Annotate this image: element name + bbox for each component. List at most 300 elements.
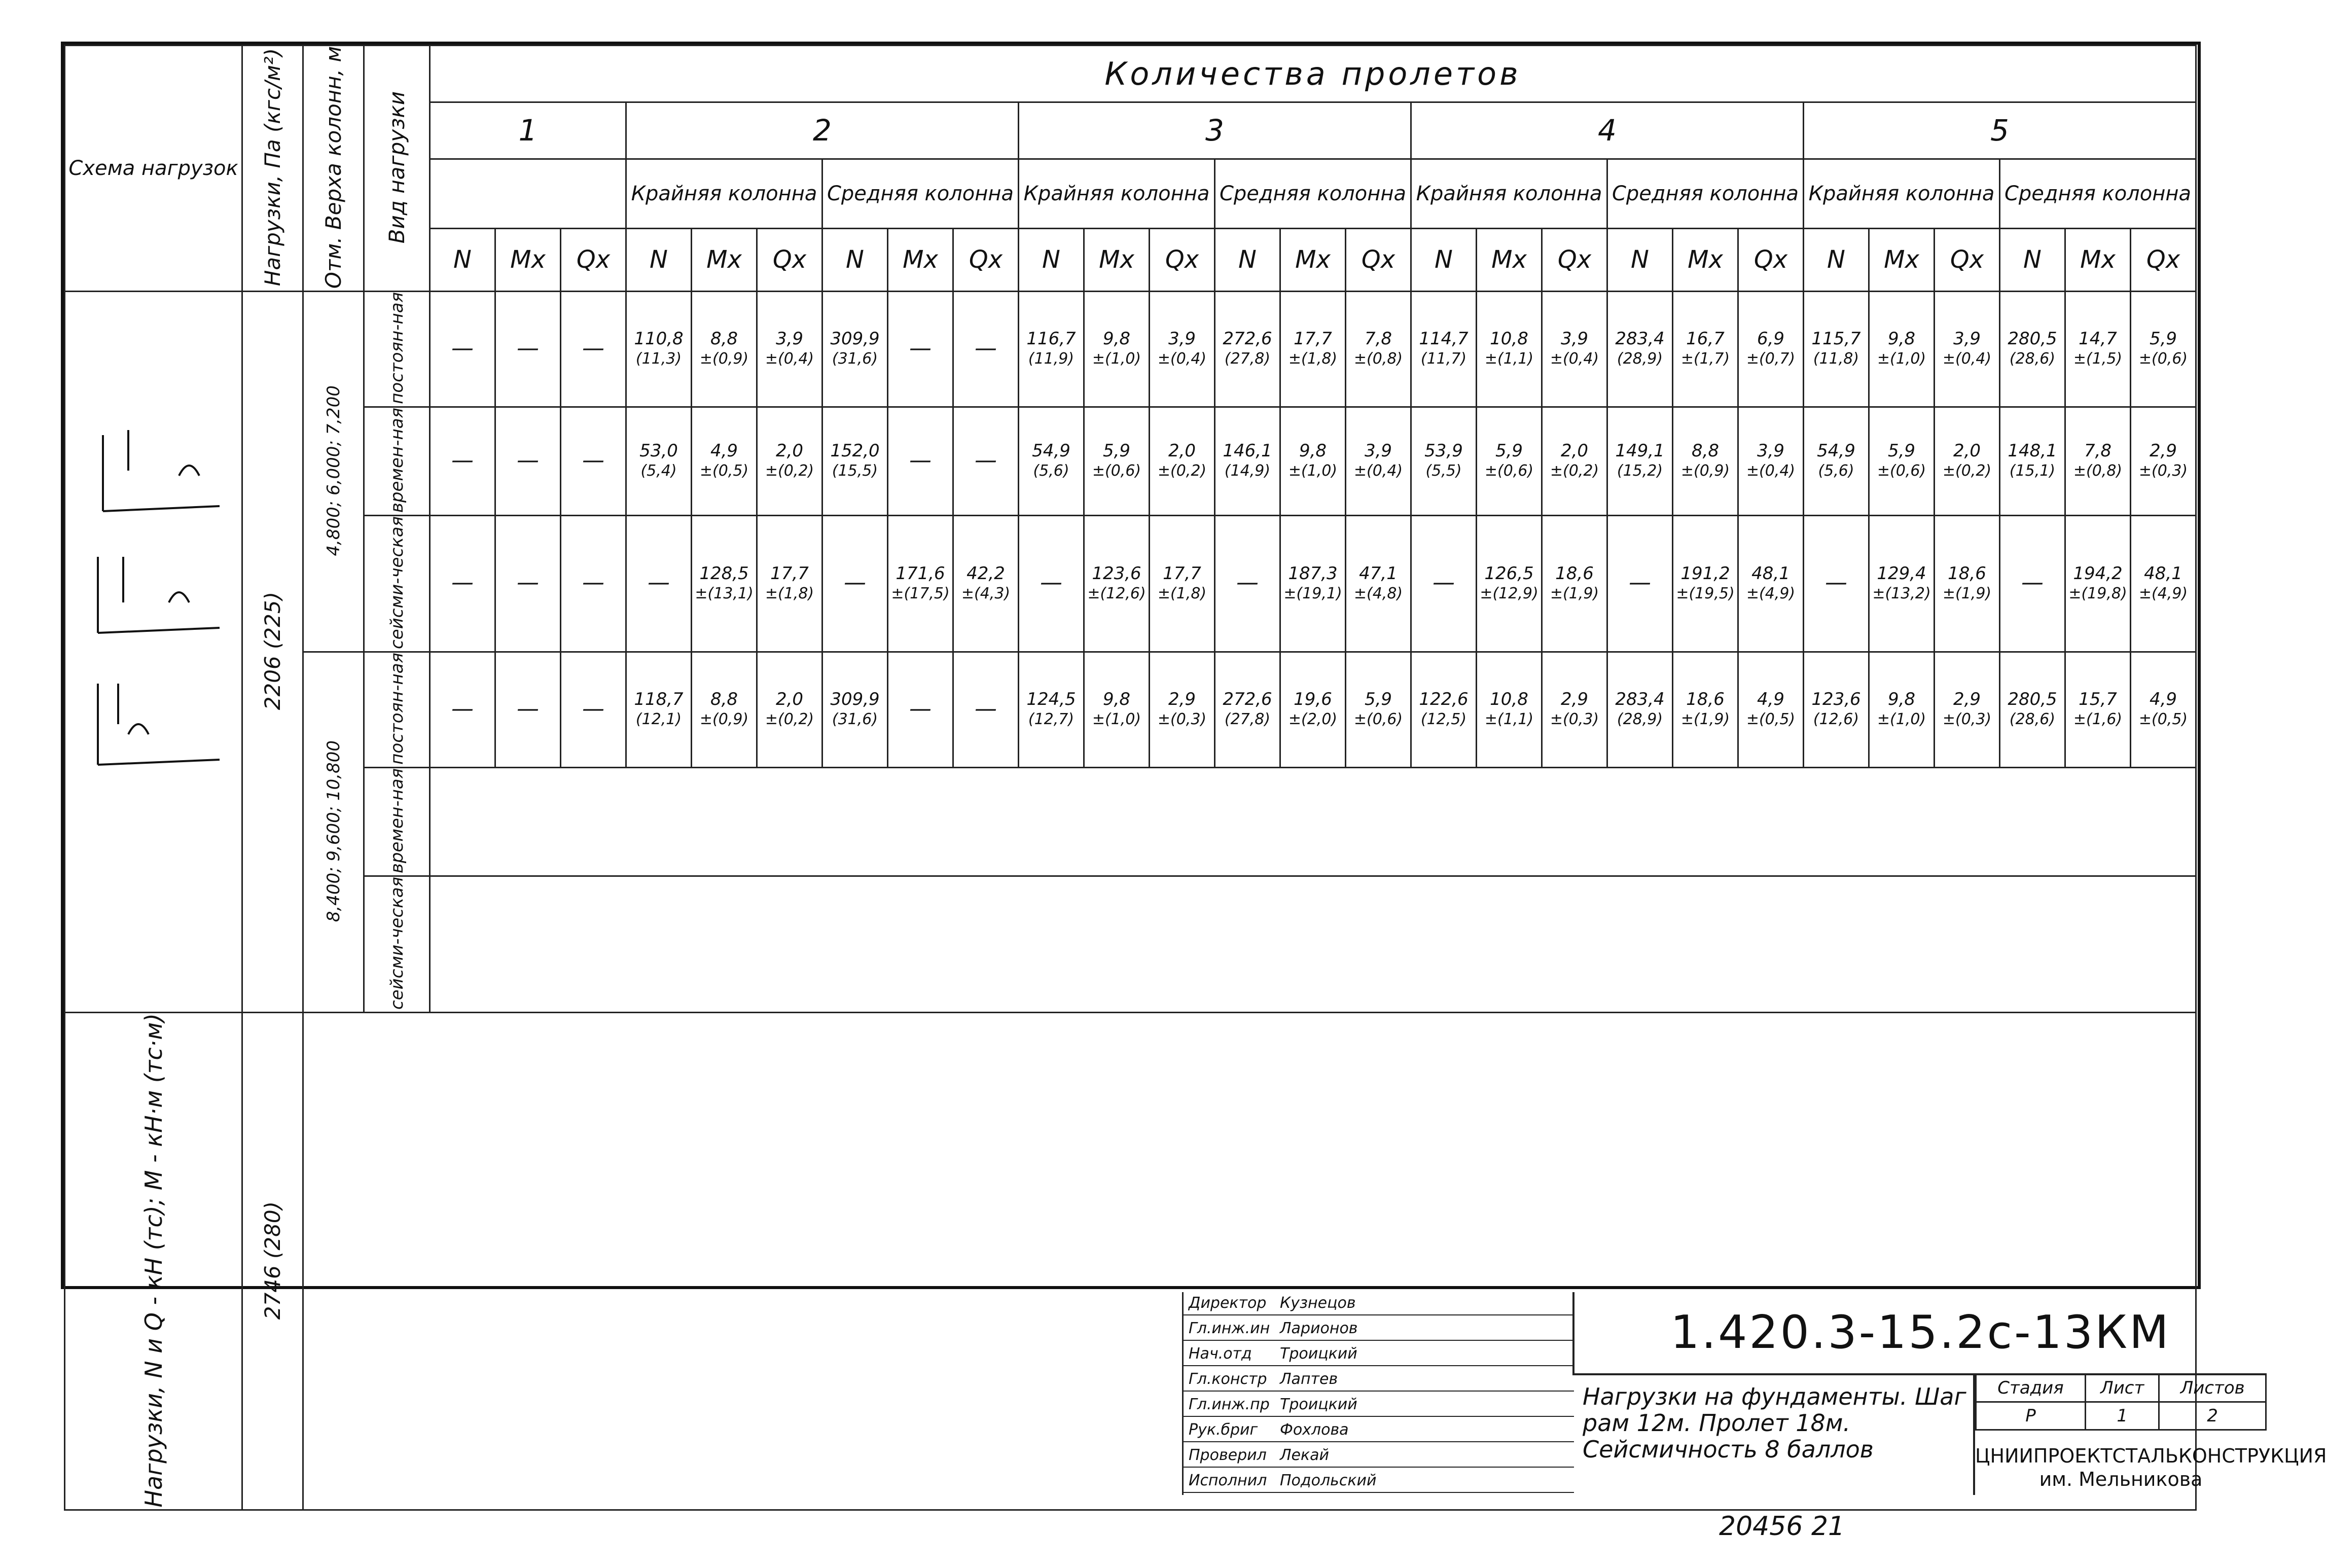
cell-value: 53,0 (639, 441, 678, 461)
table-cell (1215, 292, 1280, 407)
table-cell (1542, 652, 1607, 767)
cell-secondary: (27,8) (1224, 710, 1271, 729)
table-cell (2000, 292, 2065, 407)
cell-value: — (451, 335, 474, 361)
table-cell (495, 516, 561, 652)
cell-value: 272,6 (1223, 689, 1272, 710)
cell-value: 149,1 (1615, 441, 1665, 461)
cell-value: 8,8 (710, 689, 738, 710)
table-cell (1935, 292, 2000, 407)
cell-value: 3,9 (1168, 329, 1196, 349)
table-cell (626, 407, 692, 515)
cell-secondary: ±(0,4) (1942, 350, 1992, 368)
table-cell (888, 292, 953, 407)
cell-secondary: (11,9) (1028, 350, 1075, 368)
cell-secondary: ±(0,4) (765, 350, 814, 368)
signer-name: Подольский (1280, 1472, 1377, 1489)
signer-name: Кузнецов (1280, 1294, 1356, 1312)
cell-secondary: (12,5) (1420, 710, 1467, 729)
cell-value: 47,1 (1359, 563, 1398, 584)
cell-value: 123,6 (1092, 563, 1141, 584)
cell-value: 187,3 (1288, 563, 1338, 584)
table-cell (561, 407, 626, 515)
col-header-mx: Mx (1084, 228, 1150, 291)
organization-name: ЦНИИПРОЕКТСТАЛЬКОНСТРУКЦИЯ им. Мельникова (1975, 1445, 2327, 1490)
cell-value: 123,6 (1811, 689, 1861, 710)
cell-secondary: (15,5) (832, 462, 878, 480)
scheme-arrows-graphic (67, 389, 240, 912)
cell-secondary: ±(0,4) (1353, 462, 1403, 480)
cell-value: 48,1 (2144, 563, 2182, 584)
table-cell (1477, 516, 1542, 652)
col-header-mx: Mx (1673, 228, 1738, 291)
signer-name: Троицкий (1280, 1345, 1357, 1363)
table-cell (1673, 407, 1738, 515)
table-cell (1346, 652, 1411, 767)
cell-secondary: (28,9) (1617, 350, 1663, 368)
cell-value: — (451, 695, 474, 722)
table-cell (626, 652, 692, 767)
span-1: 1 (430, 102, 626, 159)
middle-column-2: Средняя колонна (822, 159, 1019, 228)
table-cell (1607, 516, 1673, 652)
cell-value: 2,0 (1168, 441, 1196, 461)
load-group-1: 2206 (225) (242, 292, 303, 1013)
table-cell (2131, 652, 2196, 767)
table-cell (1280, 516, 1346, 652)
cell-secondary: ±(0,3) (1942, 710, 1992, 729)
cell-value: — (909, 695, 932, 722)
cell-secondary: ±(0,7) (1746, 350, 1796, 368)
cell-secondary: ±(0,8) (2073, 462, 2123, 480)
table-cell (757, 516, 822, 652)
cell-secondary: ±(1,9) (1680, 710, 1730, 729)
table-cell (888, 652, 953, 767)
cell-secondary: ±(0,5) (699, 462, 749, 480)
cell-value: 3,9 (1757, 441, 1785, 461)
table-cell (1346, 407, 1411, 515)
cell-value: 15,7 (2079, 689, 2117, 710)
edge-column-2: Крайняя колонна (626, 159, 822, 228)
table-cell (2131, 407, 2196, 515)
sheets-value: 2 (2159, 1402, 2266, 1430)
cell-secondary: ±(0,3) (2138, 462, 2188, 480)
cell-secondary: ±(0,2) (1942, 462, 1992, 480)
table-cell (953, 407, 1019, 515)
drawing-title: Нагрузки на фундаменты. Шаг рам 12м. Пролет 18м. Сейсмичность 8 баллов (1583, 1383, 1966, 1463)
signer-role: Нач.отд (1189, 1345, 1252, 1363)
cell-value: — (1040, 569, 1062, 596)
table-cell (1673, 652, 1738, 767)
cell-value: 128,5 (699, 563, 749, 584)
cell-value: — (975, 695, 997, 722)
cell-value: 9,8 (1887, 689, 1916, 710)
col-header-n: N (822, 228, 888, 291)
signer-role: Директор (1189, 1294, 1267, 1312)
cell-secondary: (15,1) (2009, 462, 2056, 480)
cell-value: — (844, 569, 866, 596)
table-cell (1738, 292, 1804, 407)
cell-secondary: ±(0,4) (1157, 350, 1207, 368)
signer-role: Проверил (1189, 1446, 1267, 1464)
table-cell (2000, 652, 2065, 767)
table-cell (2000, 516, 2065, 652)
table-cell (1411, 652, 1477, 767)
table-cell (1869, 292, 1935, 407)
cell-value: 48,1 (1751, 563, 1790, 584)
cell-value: 283,4 (1615, 329, 1665, 349)
cell-value: 18,6 (1948, 563, 1986, 584)
table-cell (692, 407, 757, 515)
table-cell (1607, 292, 1673, 407)
cell-secondary: ±(1,8) (765, 584, 814, 602)
cell-value: 8,8 (710, 329, 738, 349)
cell-value: 5,9 (1364, 689, 1392, 710)
table-cell (1477, 292, 1542, 407)
cell-value: 9,8 (1102, 329, 1131, 349)
edge-column-4: Крайняя колонна (1411, 159, 1607, 228)
table-cell (1280, 652, 1346, 767)
cell-secondary: ±(4,3) (961, 584, 1011, 602)
table-cell (2131, 292, 2196, 407)
cell-secondary: (15,2) (1617, 462, 1663, 480)
table-cell (1477, 407, 1542, 515)
cell-value: 3,9 (775, 329, 804, 349)
cell-value: — (582, 695, 604, 722)
table-cell (1804, 652, 1869, 767)
cell-value: 280,5 (2008, 329, 2057, 349)
cell-value: 6,9 (1757, 329, 1785, 349)
table-cell (2131, 516, 2196, 652)
table-cell (822, 516, 888, 652)
cell-value: — (582, 447, 604, 473)
table-cell (1935, 516, 2000, 652)
cell-secondary: (5,4) (640, 462, 677, 480)
middle-column-4: Средняя колонна (1607, 159, 1804, 228)
cell-value: 116,7 (1026, 329, 1076, 349)
cell-secondary: ±(0,4) (1746, 462, 1796, 480)
table-cell (1019, 516, 1084, 652)
col-header-mx: Mx (495, 228, 561, 291)
span-2: 2 (626, 102, 1019, 159)
table-cell (822, 652, 888, 767)
table-cell (953, 292, 1019, 407)
cell-value: 9,8 (1299, 441, 1327, 461)
signer-row (1184, 1470, 1574, 1493)
cell-value: 2,9 (1953, 689, 1981, 710)
rows-continue (430, 876, 2196, 1012)
table-cell (1869, 652, 1935, 767)
signer-name: Лаптев (1280, 1370, 1338, 1388)
table-cell (1215, 407, 1280, 515)
cell-secondary: ±(1,0) (1877, 350, 1926, 368)
sheet-value: 1 (2086, 1402, 2159, 1430)
elev-col-header: Отм. Верха колонн, м (303, 46, 364, 292)
table-cell (1084, 292, 1150, 407)
signer-row (1184, 1317, 1574, 1341)
table-cell (561, 652, 626, 767)
table-cell (1084, 516, 1150, 652)
table-cell (953, 516, 1019, 652)
elev-group-2: 8,400; 9,600; 10,800 (303, 652, 364, 1012)
cell-value: 16,7 (1686, 329, 1725, 349)
cell-value: 4,9 (710, 441, 738, 461)
cell-secondary: (5,5) (1425, 462, 1462, 480)
load-scheme-diagram (65, 292, 242, 1013)
cell-value: 5,9 (1495, 441, 1523, 461)
col-header-mx: Mx (2065, 228, 2131, 291)
cell-secondary: ±(17,5) (891, 584, 950, 602)
cell-value: 2,0 (1953, 441, 1981, 461)
table-cell (1869, 516, 1935, 652)
load-col-header: Нагрузки, Па (кгс/м²) (242, 46, 303, 292)
cell-value: 42,2 (966, 563, 1005, 584)
cell-value: — (1433, 569, 1455, 596)
col-header-qx: Qx (1935, 228, 2000, 291)
col-header-n: N (1411, 228, 1477, 291)
cell-secondary: ±(0,6) (1353, 710, 1403, 729)
signer-row (1184, 1419, 1574, 1442)
cell-value: 18,6 (1686, 689, 1725, 710)
col-header-mx: Mx (692, 228, 757, 291)
cell-secondary: ±(1,9) (1942, 584, 1992, 602)
col-header-qx: Qx (953, 228, 1019, 291)
cell-value: 194,2 (2073, 563, 2123, 584)
col-header-qx: Qx (1542, 228, 1607, 291)
cell-secondary: ±(0,3) (1157, 710, 1207, 729)
signer-role: Рук.бриг (1189, 1421, 1258, 1439)
drawing-code: 1.420.3-15.2с-13КМ (1572, 1292, 2267, 1375)
cell-value: 309,9 (830, 689, 880, 710)
cell-value: — (909, 335, 932, 361)
cell-value: 54,9 (1817, 441, 1855, 461)
cell-secondary: ±(19,5) (1676, 584, 1735, 602)
cell-value: — (582, 569, 604, 596)
cell-value: 17,7 (1294, 329, 1332, 349)
table-cell (626, 516, 692, 652)
table-cell (2065, 292, 2131, 407)
cell-value: 171,6 (896, 563, 945, 584)
table-cell (1346, 292, 1411, 407)
sheet-header: Лист (2086, 1374, 2159, 1402)
col-header-mx: Mx (1477, 228, 1542, 291)
cell-value: 10,8 (1490, 329, 1528, 349)
stage-header: Стадия (1976, 1374, 2086, 1402)
cell-value: 8,8 (1691, 441, 1720, 461)
cell-value: 5,9 (2149, 329, 2177, 349)
cell-value: 129,4 (1877, 563, 1926, 584)
cell-secondary: ±(0,2) (1157, 462, 1207, 480)
col-header-qx: Qx (2131, 228, 2196, 291)
cell-value: 280,5 (2008, 689, 2057, 710)
cell-value: 7,8 (2084, 441, 2112, 461)
cell-value: — (975, 335, 997, 361)
cell-value: 17,7 (1163, 563, 1201, 584)
cell-secondary: ±(13,2) (1872, 584, 1931, 602)
edge-column-3: Крайняя колонна (1019, 159, 1215, 228)
cell-value: 4,9 (1757, 689, 1785, 710)
cell-value: — (975, 447, 997, 473)
table-cell (822, 407, 888, 515)
col-header-mx: Mx (1280, 228, 1346, 291)
table-cell (1673, 292, 1738, 407)
cell-value: 5,9 (1102, 441, 1131, 461)
cell-value: — (451, 447, 474, 473)
span-3: 3 (1019, 102, 1411, 159)
cell-value: 19,6 (1294, 689, 1332, 710)
span-1-blank (430, 159, 626, 228)
cell-value: 9,8 (1102, 689, 1131, 710)
table-cell (1804, 516, 1869, 652)
cell-secondary: (31,6) (832, 350, 878, 368)
cell-secondary: (5,6) (1033, 462, 1069, 480)
cell-secondary: ±(0,3) (1550, 710, 1599, 729)
cell-value: 3,9 (1560, 329, 1589, 349)
table-cell (692, 292, 757, 407)
col-header-n: N (1607, 228, 1673, 291)
signer-name: Троицкий (1280, 1396, 1357, 1413)
table-cell (1542, 407, 1607, 515)
table-cell (822, 292, 888, 407)
table-cell (1150, 652, 1215, 767)
table-cell (1411, 292, 1477, 407)
cell-value: 122,6 (1419, 689, 1469, 710)
table-cell (1280, 292, 1346, 407)
table-cell (2000, 407, 2065, 515)
stage-block (1973, 1373, 2327, 1495)
edge-column-5: Крайняя колонна (1804, 159, 2000, 228)
cell-secondary: ±(0,6) (1484, 462, 1534, 480)
cell-value: — (1629, 569, 1651, 596)
cell-value: 2,9 (2149, 441, 2177, 461)
signer-row (1184, 1444, 1574, 1468)
cell-secondary: ±(0,6) (1092, 462, 1141, 480)
loads-table (64, 45, 2197, 1511)
table-cell (430, 292, 495, 407)
signer-name: Лекай (1280, 1446, 1330, 1464)
table-cell (1150, 516, 1215, 652)
cell-value: 110,8 (634, 329, 684, 349)
type-permanent: постоян-ная (364, 652, 430, 767)
table-cell (2065, 407, 2131, 515)
type-seismic: сейсми-ческая (364, 516, 430, 652)
table-cell (1150, 407, 1215, 515)
cell-value: 2,9 (1168, 689, 1196, 710)
table-cell (626, 292, 692, 407)
table-cell (1738, 516, 1804, 652)
cell-secondary: ±(1,7) (1680, 350, 1730, 368)
cell-value: — (517, 335, 539, 361)
signer-row (1184, 1292, 1574, 1315)
cell-value: 283,4 (1615, 689, 1665, 710)
table-cell (692, 652, 757, 767)
cell-secondary: (5,6) (1818, 462, 1854, 480)
cell-secondary: ±(12,6) (1087, 584, 1146, 602)
cell-value: — (1825, 569, 1847, 596)
cell-value: 2,9 (1560, 689, 1589, 710)
scheme-header: Схема нагрузок (65, 46, 242, 292)
cell-secondary: ±(0,4) (1550, 350, 1599, 368)
cell-value: 3,9 (1364, 441, 1392, 461)
cell-value: 54,9 (1032, 441, 1070, 461)
col-header-n: N (1215, 228, 1280, 291)
col-header-mx: Mx (888, 228, 953, 291)
cell-secondary: ±(0,9) (699, 710, 749, 729)
cell-value: — (517, 569, 539, 596)
col-header-qx: Qx (1346, 228, 1411, 291)
cell-value: — (2021, 569, 2044, 596)
cell-secondary: ±(1,0) (1877, 710, 1926, 729)
cell-secondary: ±(1,8) (1157, 584, 1207, 602)
signer-row (1184, 1368, 1574, 1392)
table-cell (1607, 407, 1673, 515)
cell-secondary: ±(4,9) (2138, 584, 2188, 602)
cell-value: — (582, 335, 604, 361)
cell-secondary: ±(0,2) (765, 462, 814, 480)
table-cell (2065, 652, 2131, 767)
cell-secondary: ±(2,0) (1288, 710, 1338, 729)
table-cell (1869, 407, 1935, 515)
table-cell (430, 516, 495, 652)
cell-value: — (517, 695, 539, 722)
cell-value: 2,0 (775, 441, 804, 461)
cell-value: 9,8 (1887, 329, 1916, 349)
elev-group-1: 4,800; 6,000; 7,200 (303, 292, 364, 652)
cell-secondary: ±(1,9) (1550, 584, 1599, 602)
table-cell (1738, 652, 1804, 767)
table-cell (1607, 652, 1673, 767)
signer-role: Гл.инж.ин (1189, 1320, 1270, 1337)
signer-role: Гл.инж.пр (1189, 1396, 1270, 1413)
cell-value: 152,0 (830, 441, 880, 461)
table-cell (2065, 516, 2131, 652)
cell-secondary: (12,7) (1028, 710, 1075, 729)
cell-value: 4,9 (2149, 689, 2177, 710)
table-cell (430, 407, 495, 515)
type-permanent: постоян-ная (364, 292, 430, 407)
table-cell (1935, 652, 2000, 767)
table-cell (757, 292, 822, 407)
col-header-qx: Qx (561, 228, 626, 291)
cell-value: 114,7 (1419, 329, 1469, 349)
col-header-n: N (626, 228, 692, 291)
cell-secondary: ±(0,9) (699, 350, 749, 368)
table-cell (561, 516, 626, 652)
middle-column-5: Средняя колонна (2000, 159, 2196, 228)
cell-value: 309,9 (830, 329, 880, 349)
cell-secondary: ±(1,0) (1092, 350, 1141, 368)
table-cell (1280, 407, 1346, 515)
archive-stamp: 20456 21 (1719, 1511, 1845, 1542)
cell-value: 124,5 (1026, 689, 1076, 710)
cell-secondary: ±(0,9) (1680, 462, 1730, 480)
cell-secondary: (12,6) (1813, 710, 1859, 729)
cell-value: 17,7 (770, 563, 809, 584)
cell-secondary: ±(0,2) (1550, 462, 1599, 480)
table-cell (495, 652, 561, 767)
table-cell (1084, 652, 1150, 767)
col-header-n: N (2000, 228, 2065, 291)
col-header-n: N (1804, 228, 1869, 291)
table-cell (1084, 407, 1150, 515)
cell-secondary: ±(0,8) (1353, 350, 1403, 368)
cell-value: 118,7 (634, 689, 684, 710)
cell-secondary: ±(4,9) (1746, 584, 1796, 602)
cell-secondary: ±(1,1) (1484, 350, 1534, 368)
table-cell (1411, 407, 1477, 515)
cell-secondary: (27,8) (1224, 350, 1271, 368)
cell-secondary: ±(19,1) (1283, 584, 1342, 602)
